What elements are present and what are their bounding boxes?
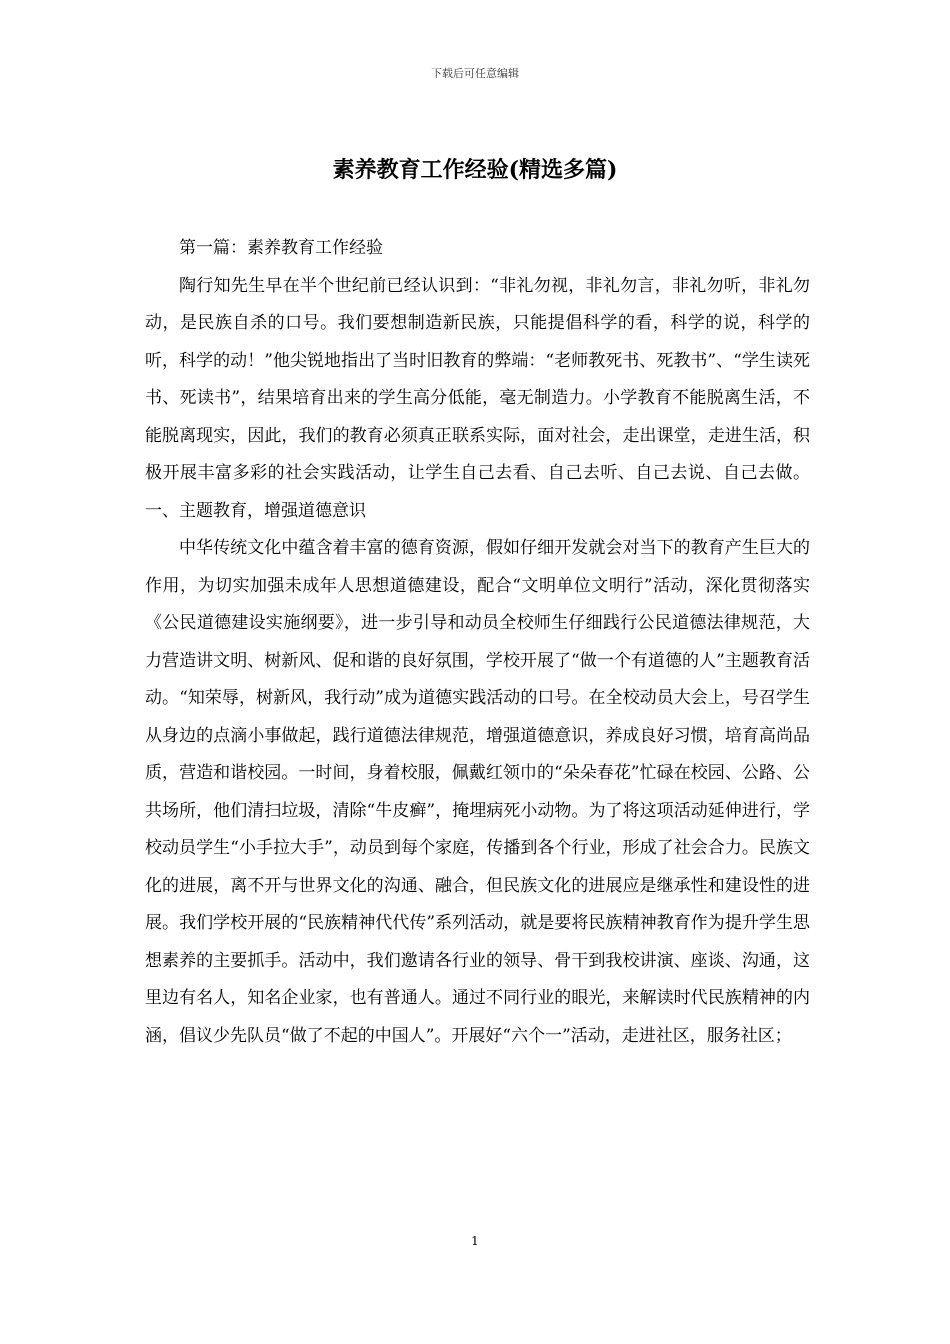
page-number: 1 xyxy=(471,1234,479,1248)
section-heading: 第一篇：素养教育工作经验 xyxy=(179,238,383,258)
body-paragraph: 陶行知先生早在半个世纪前已经认识到：“非礼勿视，非礼勿言，非礼勿听，非礼勿动，是民族自杀的口号。我们要想制造新民族，只能提倡科学的看，科学的说，科学的听，科学的动！”他尖锐地指出了当时旧教育的弊端：“老师教死书、死教书”、“学生读死书、死读书”，结果培育出来的学生高分低能，毫无制造力。小学教育不能脱离生活，不能脱离现实，因此，我们的教育必须真正联系实际，面对社会，走出课堂，走进生活，积极开展丰富多彩的社会实践活动，让学生自己去看、自己去听、自己去说、自己去做。一、主题教育，增强道德意识 xyxy=(145,275,810,521)
page-header-note: 下载后可任意编辑 xyxy=(431,67,519,80)
document-body xyxy=(145,230,810,1055)
body-paragraph: 中华传统文化中蕴含着丰富的德育资源，假如仔细开发就会对当下的教育产生巨大的作用，为切实加强未成年人思想道德建设，配合“文明单位文明行”活动，深化贯彻落实《公民道德建设实施纲要》，进一步引导和动员全校师生仔细践行公民道德法律规范，大力营造讲文明、树新风、促和谐的良好氛围，学校开展了“做一个有道德的人”主题教育活动。“知荣辱，树新风，我行动”成为道德实践活动的口号。在全校动员大会上，号召学生从身边的点滴小事做起，践行道德法律规范，增强道德意识，养成良好习惯，培育高尚品质，营造和谐校园。一时间，身着校服，佩戴红领巾的“朵朵春花”忙碌在校园、公路、公共场所，他们清扫垃圾，清除“牛皮癣”，掩埋病死小动物。为了将这项活动延伸进行，学校动员学生“小手拉大手”，动员到每个家庭，传播到各个行业，形成了社会合力。民族文化的进展，离不开与世界文化的沟通、融合，但民族文化的进展应是继承性和建设性的进展。我们学校开展的“民族精神代代传”系列活动，就是要将民族精神教育作为提升学生思想素养的主要抓手。活动中，我们邀请各行业的领导、骨干到我校讲演、座谈、沟通，这里边有名人，知名企业家，也有普通人。通过不同行业的眼光，来解读时代民族精神的内涵，倡议少先队员“做了不起的中国人”。开展好“六个一”活动，走进社区，服务社区； xyxy=(145,538,810,1046)
document-title: 素养教育工作经验(精选多篇) xyxy=(332,157,618,183)
